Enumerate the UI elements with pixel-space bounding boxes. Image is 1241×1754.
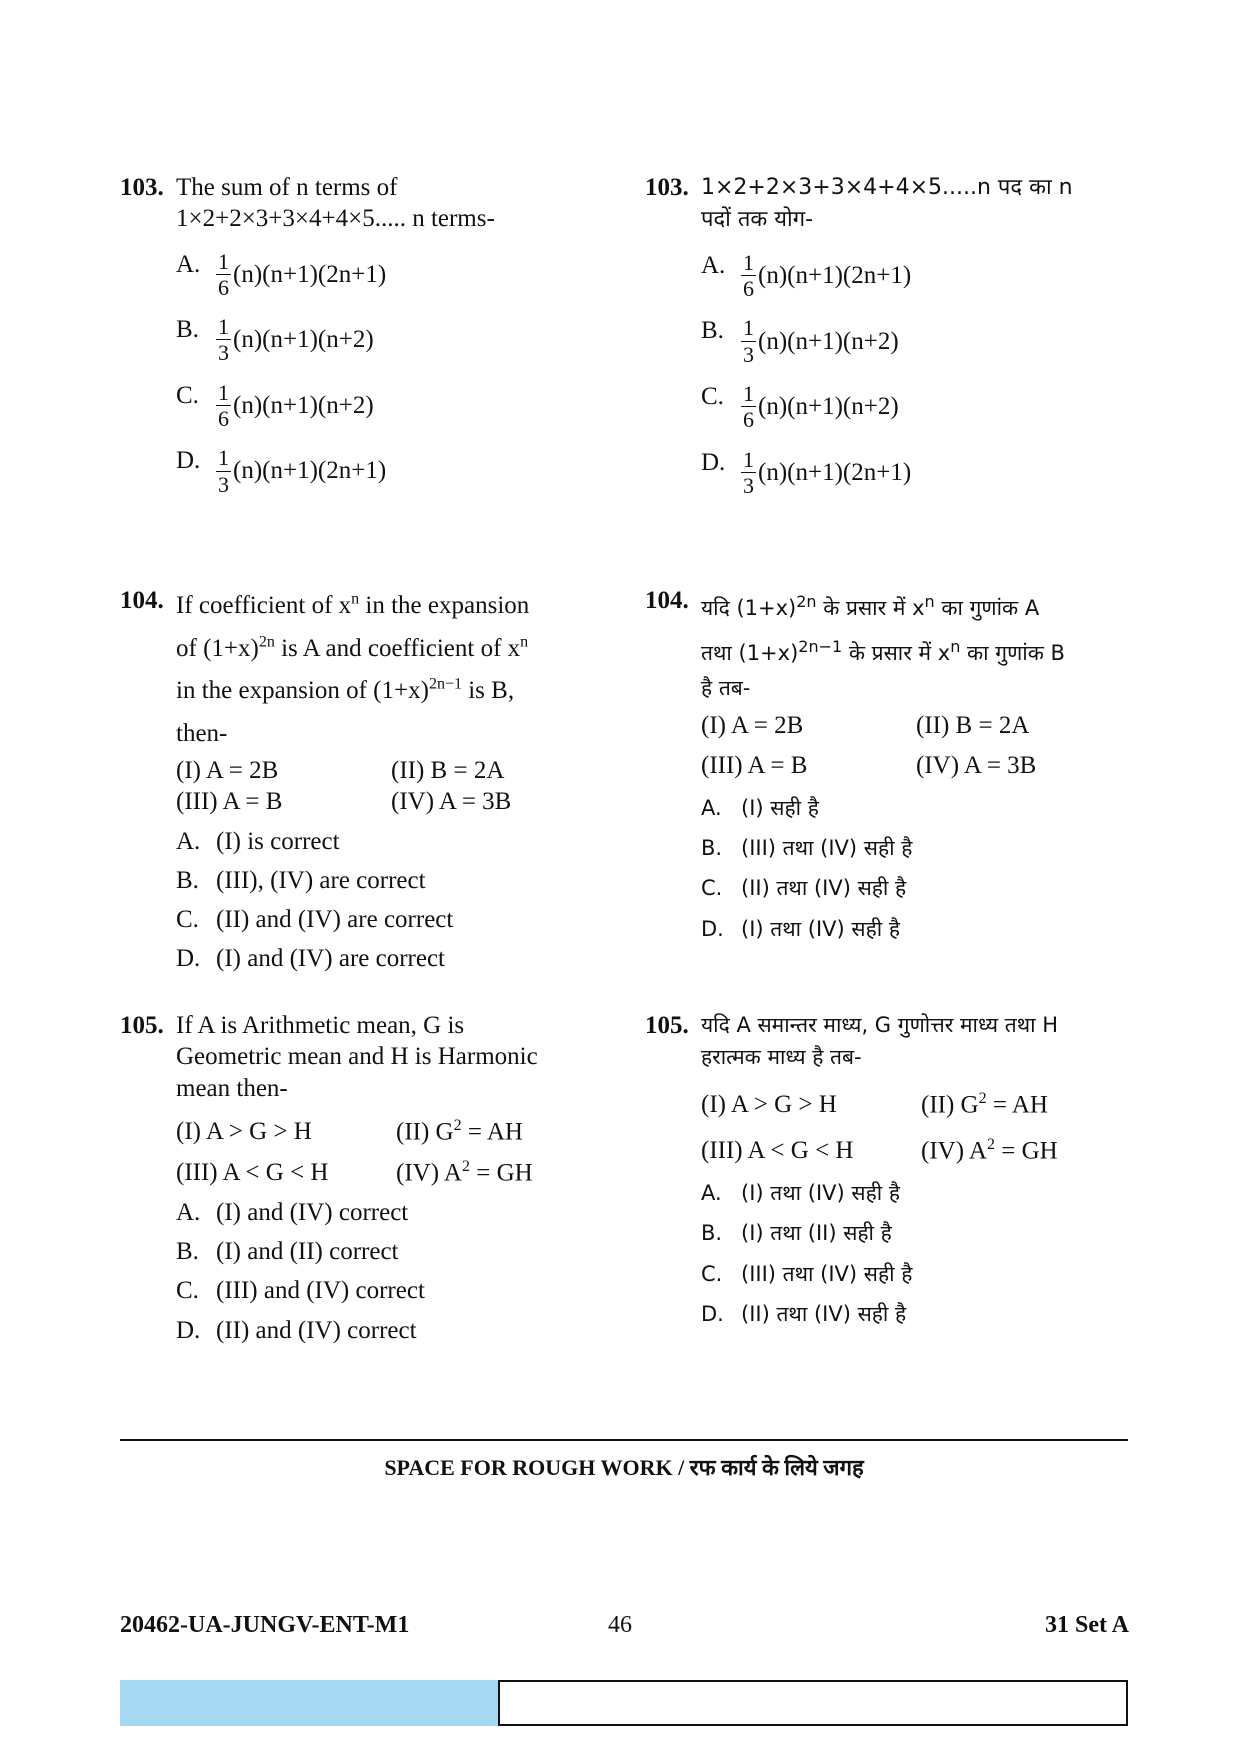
question-105-en (120, 1010, 610, 1346)
option-d[interactable]: D. (II) तथा (IV) सही है (701, 1301, 907, 1326)
option-b[interactable]: B. (I) तथा (II) सही है (701, 1221, 892, 1246)
question-103-hi (645, 172, 1145, 498)
option-c[interactable]: C. (II) तथा (IV) सही है (701, 876, 907, 901)
option-a[interactable]: A. $\frac{1}{6}$ (n)(n+1)(2n+1) (701, 249, 912, 302)
fraction: $\frac{1}{6}$ (743, 380, 754, 433)
option-b[interactable]: B. $\frac{1}{3}$ (n)(n+1)(n+2) (701, 315, 899, 367)
statement-row: (III) A = B (IV) A = 3B (176, 788, 512, 816)
page-number: 46 (608, 1612, 632, 1638)
question-number: 104. (120, 587, 164, 614)
option-b[interactable]: B. (I) and (II) correct (176, 1238, 399, 1266)
fraction: $\frac{1}{6}$ (743, 249, 754, 302)
option-c[interactable]: C. $\frac{1}{6}$ (n)(n+1)(n+2) (176, 379, 374, 431)
statement-row: (I) A > G > H (II) $G^2$ = AH (701, 1090, 1048, 1119)
option-b[interactable]: B. (III), (IV) are correct (176, 866, 426, 894)
question-105-hi (645, 1010, 1145, 1327)
fraction: $\frac{1}{3}$ (743, 315, 754, 367)
question-number: 103. (645, 174, 689, 201)
fraction: $\frac{1}{6}$ (218, 379, 229, 431)
rough-work-label: SPACE FOR ROUGH WORK / रफ कार्य के लिये जगह (384, 1455, 864, 1480)
question-text: 1×2+2×3+3×4+4×5.....n पद का n पदों तक योग- (701, 175, 1073, 232)
option-c[interactable]: C. (III) and (IV) correct (176, 1277, 425, 1305)
statement-row: (III) A < G < H (IV) $A^2$ = GH (701, 1135, 1058, 1164)
fraction: $\frac{1}{6}$ (218, 248, 229, 300)
fraction: $\frac{1}{3}$ (218, 445, 229, 497)
fraction: $\frac{1}{3}$ (218, 314, 229, 366)
statement-row: (I) A = 2B (II) B = 2A (176, 757, 505, 784)
question-text: यदि A समान्तर माध्य, G गुणोत्तर माध्य तथा H हरात्मक माध्य है तब- (701, 1013, 1059, 1069)
fraction: $\frac{1}{3}$ (743, 446, 754, 498)
statement-row: (III) A = B (IV) A = 3B (701, 751, 1037, 779)
option-a[interactable]: A. $\frac{1}{6}$ (n)(n+1)(2n+1) (176, 248, 387, 300)
option-a[interactable]: A. (I) and (IV) correct (176, 1198, 409, 1226)
question-text: यदि $(1+x)^{2n}$ के प्रसार में $x^n$ का गुणांक A तथा $(1+x)^{2n-1}$ के प्रसार में $x^n$ का गुणांक B है तब- (701, 592, 1065, 701)
option-c[interactable]: C. $\frac{1}{6}$ (n)(n+1)(n+2) (701, 380, 899, 433)
footer-color-bar (120, 1680, 498, 1726)
option-b[interactable]: B. $\frac{1}{3}$ (n)(n+1)(n+2) (176, 314, 374, 366)
set-label: 31 Set A (1045, 1612, 1129, 1638)
option-a[interactable]: A. (I) सही है (701, 795, 819, 820)
question-104-hi (645, 585, 1145, 942)
statement-row: (III) A < G < H (IV) $A^2$ = GH (176, 1158, 533, 1187)
option-d[interactable]: D. (I) and (IV) are correct (176, 945, 446, 973)
option-d[interactable]: D. $\frac{1}{3}$ (n)(n+1)(2n+1) (701, 446, 912, 498)
option-d[interactable]: D. $\frac{1}{3}$ (n)(n+1)(2n+1) (176, 445, 387, 497)
question-number: 104. (645, 587, 689, 614)
statement-row: (I) A > G > H (II) $G^2$ = AH (176, 1116, 523, 1146)
option-c[interactable]: C. (III) तथा (IV) सही है (701, 1261, 913, 1286)
footer-empty-box (498, 1680, 1128, 1726)
option-a[interactable]: A. (I) is correct (176, 827, 340, 855)
option-a[interactable]: A. (I) तथा (IV) सही है (701, 1181, 900, 1206)
question-104-en (120, 585, 610, 975)
option-d[interactable]: D. (I) तथा (IV) सही है (701, 916, 900, 941)
question-number: 105. (645, 1012, 689, 1039)
question-number: 103. (120, 174, 164, 201)
question-number: 105. (120, 1012, 164, 1039)
option-c[interactable]: C. (II) and (IV) are correct (176, 906, 454, 933)
question-103-en (120, 172, 610, 497)
option-b[interactable]: B. (III) तथा (IV) सही है (701, 836, 913, 861)
divider (120, 1439, 1128, 1441)
question-text: If A is Arithmetic mean, G is Geometric mean and H is Harmonic mean then- (176, 1012, 538, 1102)
statement-row: (I) A = 2B (II) B = 2A (701, 712, 1030, 740)
paper-code: 20462-UA-JUNGV-ENT-M1 (120, 1612, 410, 1638)
option-d[interactable]: D. (II) and (IV) correct (176, 1316, 417, 1344)
question-text: If coefficient of $x^n$ in the expansion of $(1+x)^{2n}$ is A and coefficient of $x^n$ in the expansion of $(1+x)^{2n-1}$ is B, then- (176, 590, 530, 747)
question-text: The sum of n terms of 1×2+2×3+3×4+4×5..... n terms- (176, 174, 495, 233)
